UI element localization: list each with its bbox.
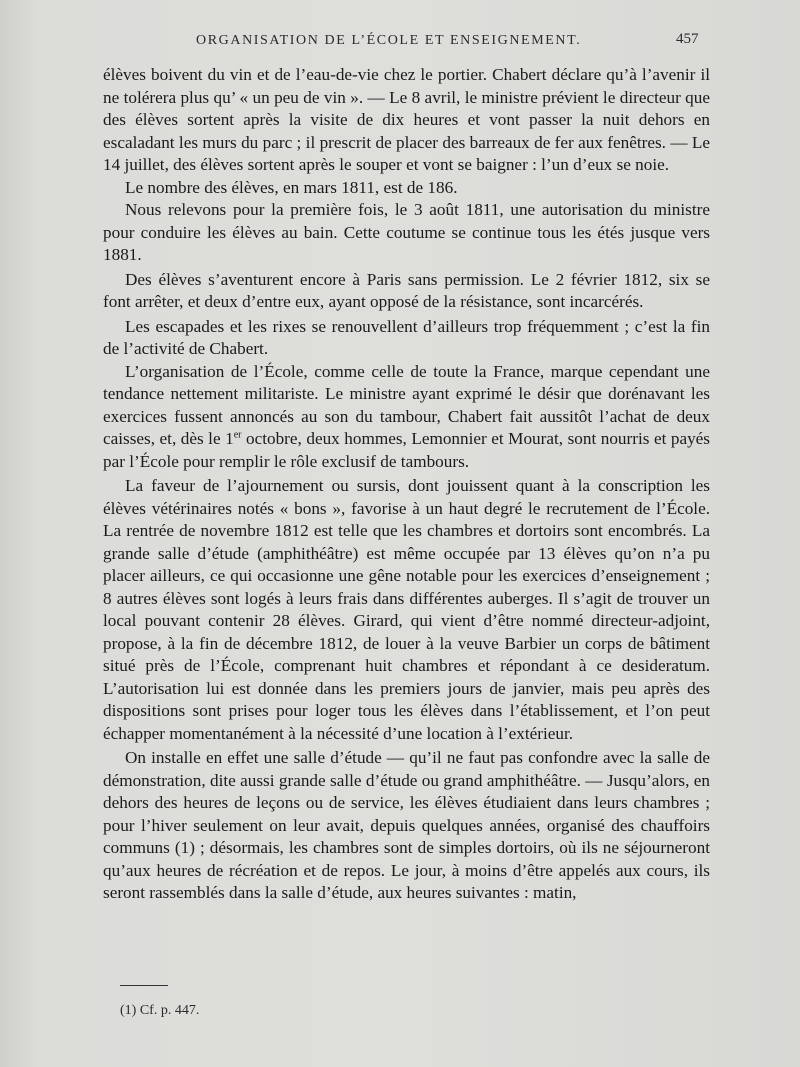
- running-head: ORGANISATION DE L’ÉCOLE ET ENSEIGNEMENT.: [196, 33, 582, 48]
- paragraph: La faveur de l’ajournement ou sursis, dont jouissent quant à la conscription les élèves vétérinaires notés « bons », favorise à un haut degré le recrutement de l’École. La rentrée de novembre 1812 est telle que les chambres et dortoirs sont encombrés. La grande salle d’étude (amphithéâtre) est même occupée par 13 élèves qu’on n’a pu placer ailleurs, ce qui occasionne une gêne notable pour les exercices d’enseignement ; 8 autres élèves sont logés à leurs frais dans différentes auberges. Il s’agit de trouver un local pouvant contenir 28 élèves. Girard, qui vient d’être nommé directeur-adjoint, propose, à la fin de décembre 1812, de louer à la veuve Barbier un corps de bâtiment situé près de l’École, comprenant huit chambres et répondant à ce desideratum. L’autorisation lui est donnée dans les premiers jours de janvier, mais peu après des dispositions sont prises pour loger tous les élèves dans l’établissement, et l’on peut échapper momentanément à la nécessité d’une location à l’extérieur.: [103, 476, 710, 743]
- footnote: (1) Cf. p. 447.: [120, 1003, 200, 1018]
- body-text: [103, 64, 710, 905]
- paragraph-text: octobre, deux hommes, Lemonnier et Mourat, sont nourris et payés par l’École pour remplir le rôle exclusif de tambours.: [103, 429, 710, 471]
- paragraph: Nous relevons pour la première fois, le 3 août 1811, une autorisation du ministre pour conduire les élèves au bain. Cette coutume se continue tous les étés jusque vers 1881.: [103, 200, 710, 264]
- paragraph: On installe en effet une salle d’étude — qu’il ne faut pas confondre avec la salle de démonstration, dite aussi grande salle d’étude ou grand amphithéâtre. — Jusqu’alors, en dehors des heures de leçons ou de service, les élèves étudiaient dans leurs chambres ; pour l’hiver seulement on leur avait, depuis quelques années, organisé des chauffoirs communs (1) ; désormais, les chambres sont de simples dortoirs, où ils ne séjourneront qu’aux heures de récréation et de repos. Le jour, à moins d’être appelés aux cours, ils seront rassemblés dans la salle d’étude, aux heures suivantes : matin,: [103, 748, 710, 902]
- page-number: 457: [676, 31, 699, 47]
- paragraph: Les escapades et les rixes se renouvellent d’ailleurs trop fréquemment ; c’est la fin de l’activité de Chabert.: [103, 316, 710, 358]
- paragraph: élèves boivent du vin et de l’eau-de-vie chez le portier. Chabert déclare qu’à l’avenir il ne tolérera plus qu’ « un peu de vin ». — Le 8 avril, le ministre prévient le directeur que des élèves sortent après la visite de dix heures et vont passer la nuit dehors en escaladant les murs du parc ; il prescrit de placer des barreaux de fer aux fenêtres. — Le 14 juillet, des élèves sortent après le souper et vont se baigner : l’un d’eux se noie.: [103, 65, 710, 174]
- paragraph: Des élèves s’aventurent encore à Paris sans permission. Le 2 février 1812, six se font arrêter, et deux d’entre eux, ayant opposé de la résistance, sont incarcérés.: [103, 269, 710, 311]
- paragraph: [103, 361, 710, 474]
- paragraph: Le nombre des élèves, en mars 1811, est de 186.: [125, 177, 458, 197]
- footnote-rule: [120, 985, 168, 986]
- paragraph-text: L’organisation de l’École, comme celle de toute la France, marque cependant une tendance nettement militariste. Le ministre ayant exprimé le désir que dorénavant les exercices fussent annoncés au son du tambour, Chabert fait aussitôt l’achat de deux caisses, et, dès le 1: [103, 361, 710, 448]
- superscript: er: [233, 429, 242, 441]
